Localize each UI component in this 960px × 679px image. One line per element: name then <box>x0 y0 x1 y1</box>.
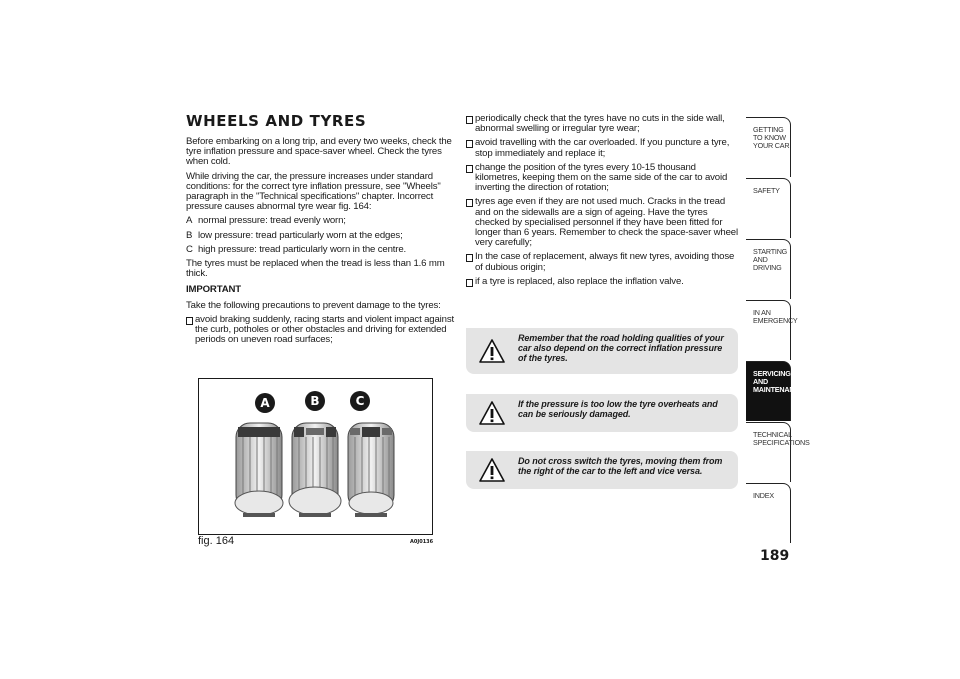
tab-technical-specifications[interactable]: TECHNICAL SPECIFICATIONS <box>746 422 791 482</box>
page-number: 189 <box>760 548 790 564</box>
label-b: B <box>310 394 320 408</box>
page-title: WHEELS AND TYRES <box>186 112 367 130</box>
legend-text: high pressure: tread particularly worn in the centre. <box>198 243 407 255</box>
tab-servicing-maintenance[interactable]: SERVICING AND MAINTENANCE <box>746 361 791 421</box>
list-item: avoid travelling with the car overloaded. If you puncture a tyre, stop immediately and replace it; <box>466 138 740 158</box>
list-item: change the position of the tyres every 10-15 thousand kilometres, keeping them on the same side of the car to avoid inverting the direction of rotation; <box>466 163 740 194</box>
list-item: tyres age even if they are not used much. Cracks in the tread and on the sidewalls are a sign of ageing. Have the tyres checked by specialised personnel if they have been fitted for longer than 6 years. Remember to check the space-saver wheel very carefully; <box>466 197 740 248</box>
warning-box-3 <box>466 451 738 489</box>
tyre-a <box>235 423 283 517</box>
tyre-b <box>289 423 341 517</box>
replace-note: The tyres must be replaced when the tread is less than 1.6 mm thick. <box>186 258 445 280</box>
legend-key: B <box>186 229 193 241</box>
figure-labels <box>255 391 370 413</box>
tab-starting-driving[interactable]: STARTING AND DRIVING <box>746 239 791 299</box>
legend-text: normal pressure: tread evenly worn; <box>198 215 346 227</box>
tab-getting-to-know[interactable]: GETTING TO KNOW YOUR CAR <box>746 117 791 177</box>
warning-icon <box>479 339 505 363</box>
important-heading: IMPORTANT <box>186 284 241 296</box>
list-item: avoid braking suddenly, racing starts and violent impact against the curb, potholes or other obstacles and driving for extended periods on uneven road surfaces; <box>186 315 454 346</box>
warning-text: Remember that the road holding qualities of your car also depend on the correct inflation pressure of the tyres. <box>518 333 724 363</box>
warning-text: If the pressure is too low the tyre overheats and can be seriously damaged. <box>518 399 718 419</box>
figure-caption: fig. 164 <box>198 535 235 547</box>
intro-paragraph: Before embarking on a long trip, and every two weeks, check the tyre inflation pressure and space-saver wheel. Check the tyres when cold. <box>186 136 452 168</box>
warning-box-1 <box>466 328 738 374</box>
tyre-c <box>348 423 394 517</box>
tab-index[interactable]: INDEX <box>746 483 791 543</box>
legend-item-a <box>186 216 454 226</box>
tab-emergency[interactable]: IN AN EMERGENCY <box>746 300 791 360</box>
legend-key: C <box>186 243 193 255</box>
left-column <box>186 137 454 349</box>
figure-code: A0J0136 <box>410 539 434 545</box>
legend-item-b <box>186 231 454 241</box>
legend-item-c <box>186 245 454 255</box>
warning-box-2 <box>466 394 738 432</box>
list-item: In the case of replacement, always fit new tyres, avoiding those of dubious origin; <box>466 252 740 272</box>
tab-safety[interactable]: SAFETY <box>746 178 791 238</box>
legend-key: A <box>186 215 193 227</box>
legend-text: low pressure: tread particularly worn at the edges; <box>198 229 403 241</box>
label-a: A <box>260 396 270 410</box>
warning-icon <box>479 401 505 425</box>
precautions-list-continued <box>466 114 740 287</box>
warning-text: Do not cross switch the tyres, moving them from the right of the car to the left and vice versa. <box>518 456 723 476</box>
list-item: if a tyre is replaced, also replace the inflation valve. <box>466 277 740 287</box>
label-c: C <box>355 394 365 408</box>
precautions-list <box>186 315 454 346</box>
warning-icon <box>479 458 505 482</box>
chapter-tabs <box>746 117 810 544</box>
pressure-paragraph: While driving the car, the pressure increases under standard conditions: for the correct tyre inflation pressure, see "Wheels" paragraph in the "Technical specifications" chapter. Incorrect pressure causes abnormal tyre wear fig. 164: <box>186 170 441 213</box>
tyre-wear-figure <box>198 378 433 535</box>
right-column <box>466 114 740 291</box>
precautions-intro: Take the following precautions to prevent damage to the tyres: <box>186 299 441 311</box>
tyre-illustration <box>199 379 432 534</box>
list-item: periodically check that the tyres have no cuts in the side wall, abnormal swelling or irregular tyre wear; <box>466 114 740 134</box>
